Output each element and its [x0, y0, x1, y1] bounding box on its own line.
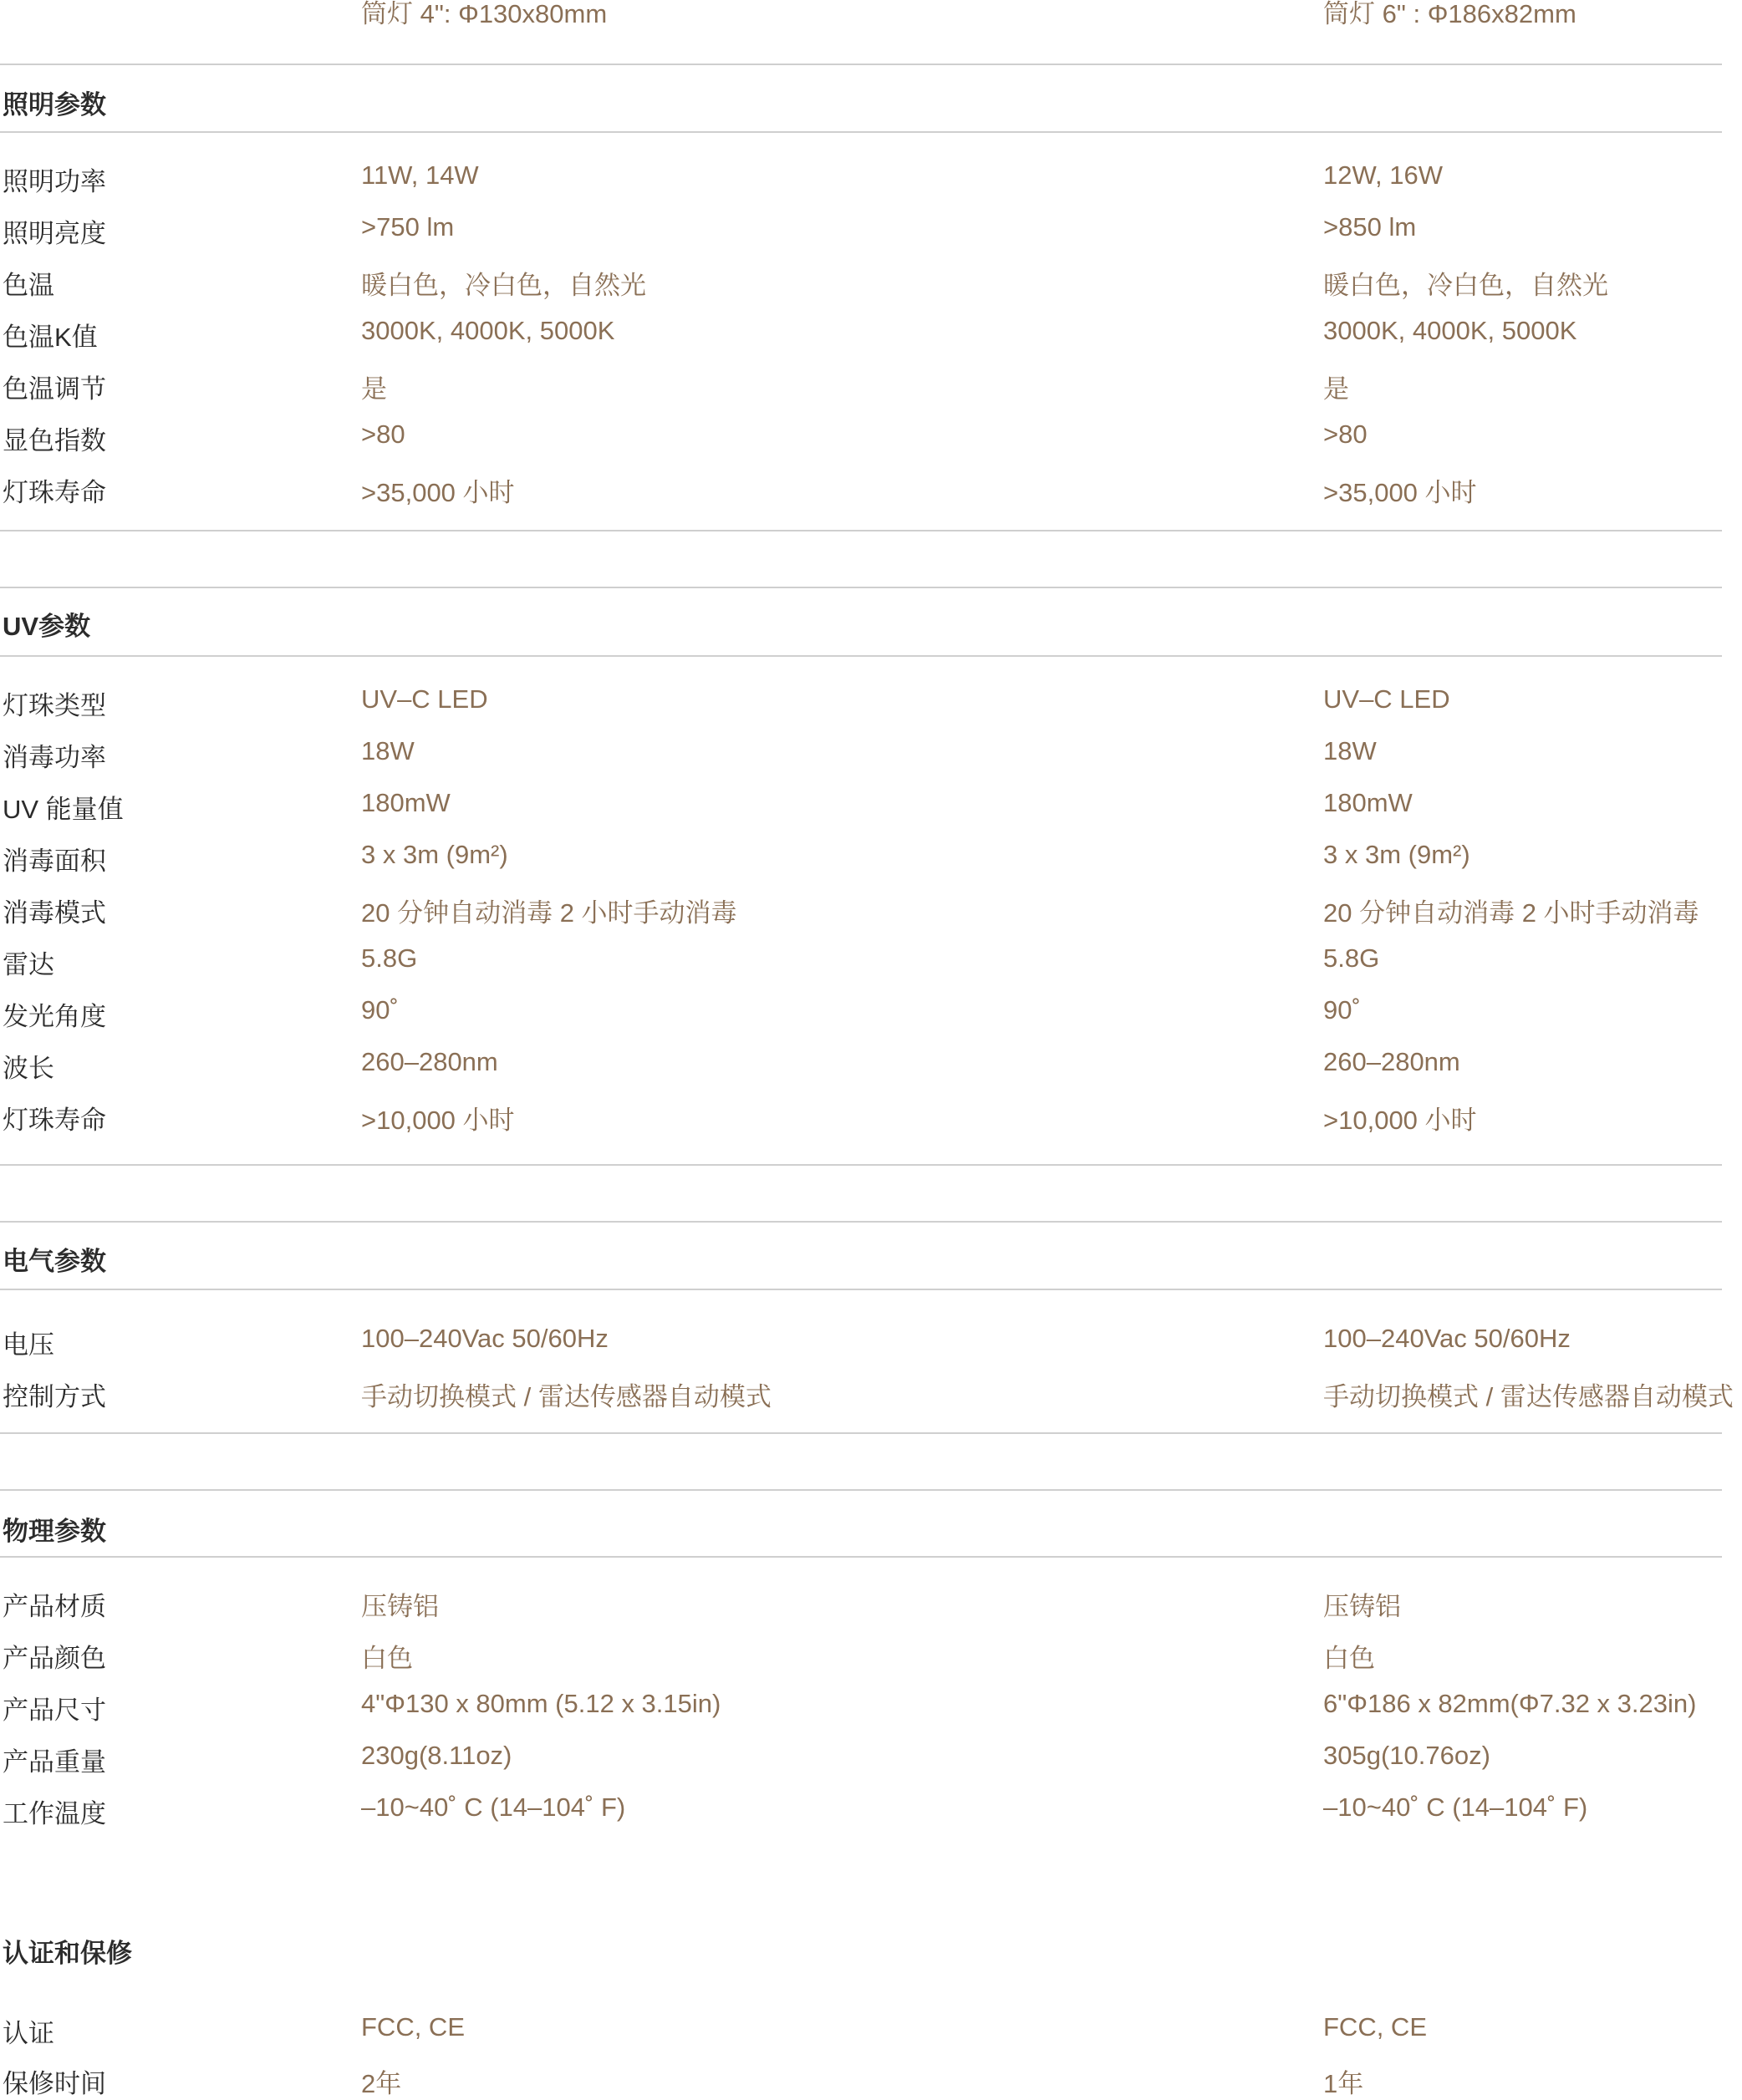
row-value-4in: 3000K, 4000K, 5000K	[361, 316, 615, 345]
row-value-4in: 2年	[361, 2069, 402, 2098]
row-value-4in: 暖白色，冷白色，自然光	[361, 271, 646, 300]
row-value-6in: 手动切换模式 / 雷达传感器自动模式	[1323, 1382, 1734, 1411]
row-value-4in: 4"Φ130 x 80mm (5.12 x 3.15in)	[361, 1689, 721, 1718]
row-value-4in: 180mW	[361, 788, 451, 817]
section-title-lighting: 照明参数	[3, 90, 106, 119]
row-value-4in: 11W, 14W	[361, 160, 479, 190]
divider	[0, 1432, 1722, 1434]
row-label: 发光角度	[3, 1002, 106, 1031]
row-value-6in: 3000K, 4000K, 5000K	[1323, 316, 1577, 345]
row-label: 控制方式	[3, 1382, 106, 1411]
divider	[0, 1489, 1722, 1491]
row-value-4in: 20 分钟自动消毒 2 小时手动消毒	[361, 898, 737, 928]
row-value-6in: 305g(10.76oz)	[1323, 1741, 1490, 1770]
row-value-6in: 5.8G	[1323, 943, 1380, 973]
row-label: 色温调节	[3, 374, 106, 404]
divider	[0, 1164, 1722, 1166]
row-value-6in: >35,000 小时	[1323, 478, 1477, 507]
row-value-6in: 压铸铝	[1323, 1592, 1401, 1621]
row-label: 产品颜色	[3, 1644, 106, 1673]
row-value-4in: >80	[361, 419, 405, 449]
divider	[0, 64, 1722, 65]
row-value-4in: 230g(8.11oz)	[361, 1741, 512, 1770]
row-label: 色温K值	[3, 323, 98, 352]
row-label: 电压	[3, 1330, 54, 1360]
row-value-6in: 180mW	[1323, 788, 1413, 817]
row-value-6in: 100–240Vac 50/60Hz	[1323, 1324, 1571, 1353]
row-value-4in: 压铸铝	[361, 1592, 439, 1621]
divider	[0, 530, 1722, 531]
row-value-6in: 6"Φ186 x 82mm(Φ7.32 x 3.23in)	[1323, 1689, 1697, 1718]
row-label: 灯珠寿命	[3, 478, 106, 507]
row-value-4in: 18W	[361, 736, 415, 765]
row-label: 灯珠寿命	[3, 1106, 106, 1135]
row-label: 消毒功率	[3, 743, 106, 772]
row-value-6in: 90˚	[1323, 995, 1361, 1025]
row-label: 雷达	[3, 950, 54, 979]
row-label: 波长	[3, 1054, 54, 1083]
row-label: 照明功率	[3, 167, 106, 196]
row-value-4in: 手动切换模式 / 雷达传感器自动模式	[361, 1382, 772, 1411]
row-value-4in: 白色	[361, 1644, 413, 1673]
row-value-6in: 1年	[1323, 2069, 1364, 2098]
row-label: 色温	[3, 271, 54, 300]
row-value-4in: UV–C LED	[361, 684, 488, 714]
row-label: 产品尺寸	[3, 1696, 106, 1725]
row-value-4in: >750 lm	[361, 212, 455, 242]
row-value-6in: 12W, 16W	[1323, 160, 1443, 190]
row-value-6in: 260–280nm	[1323, 1047, 1460, 1076]
row-label: 显色指数	[3, 426, 106, 455]
row-value-6in: 3 x 3m (9m²)	[1323, 840, 1470, 869]
section-title-certification: 认证和保修	[3, 1939, 132, 1968]
row-value-4in: >10,000 小时	[361, 1106, 515, 1135]
row-value-4in: 是	[361, 374, 387, 404]
row-label: 认证	[3, 2019, 54, 2048]
row-label: 消毒模式	[3, 898, 106, 928]
row-value-4in: 3 x 3m (9m²)	[361, 840, 508, 869]
row-value-6in: UV–C LED	[1323, 684, 1450, 714]
row-label: 照明亮度	[3, 219, 106, 248]
row-value-6in: 白色	[1323, 1644, 1375, 1673]
row-label: 保修时间	[3, 2069, 106, 2098]
row-value-4in: 90˚	[361, 995, 399, 1025]
row-value-6in: 是	[1323, 374, 1349, 404]
row-value-6in: 20 分钟自动消毒 2 小时手动消毒	[1323, 898, 1699, 928]
row-label: 产品重量	[3, 1747, 106, 1777]
section-title-uv: UV参数	[3, 612, 91, 641]
row-value-4in: 100–240Vac 50/60Hz	[361, 1324, 609, 1353]
row-label: UV 能量值	[3, 795, 124, 824]
section-title-physical: 物理参数	[3, 1517, 106, 1546]
row-value-4in: >35,000 小时	[361, 478, 515, 507]
row-value-6in: FCC, CE	[1323, 2012, 1427, 2042]
divider	[0, 655, 1722, 657]
row-value-6in: 暖白色，冷白色，自然光	[1323, 271, 1608, 300]
divider	[0, 1556, 1722, 1558]
model-header-6in: 筒灯 6" : Φ186x82mm	[1323, 0, 1576, 28]
row-value-4in: FCC, CE	[361, 2012, 465, 2042]
divider	[0, 587, 1722, 588]
model-header-4in: 筒灯 4": Φ130x80mm	[361, 0, 608, 28]
row-value-6in: >850 lm	[1323, 212, 1417, 242]
row-value-4in: 260–280nm	[361, 1047, 498, 1076]
row-label: 产品材质	[3, 1592, 106, 1621]
row-value-4in: –10~40˚ C (14–104˚ F)	[361, 1792, 626, 1822]
row-label: 灯珠类型	[3, 691, 106, 720]
row-value-6in: –10~40˚ C (14–104˚ F)	[1323, 1792, 1588, 1822]
divider	[0, 1221, 1722, 1223]
section-title-electrical: 电气参数	[3, 1247, 106, 1276]
row-value-6in: 18W	[1323, 736, 1377, 765]
row-value-6in: >10,000 小时	[1323, 1106, 1477, 1135]
divider	[0, 1289, 1722, 1290]
row-label: 工作温度	[3, 1799, 106, 1828]
row-value-4in: 5.8G	[361, 943, 418, 973]
divider	[0, 131, 1722, 133]
row-value-6in: >80	[1323, 419, 1368, 449]
row-label: 消毒面积	[3, 847, 106, 876]
